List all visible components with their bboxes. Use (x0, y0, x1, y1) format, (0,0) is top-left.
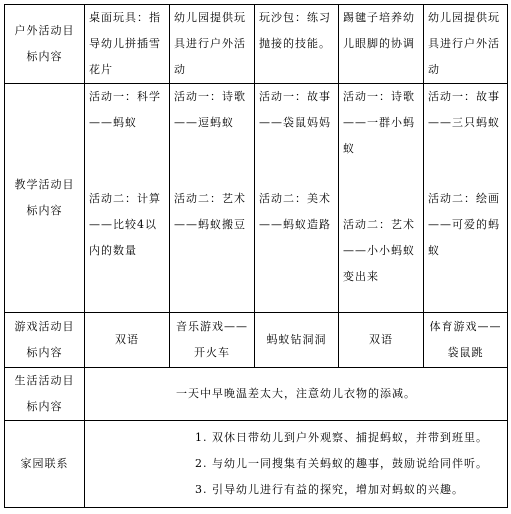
teaching-cell-2 (170, 84, 255, 313)
game-cell-1: 双语 (85, 313, 170, 368)
weekly-plan-table (4, 4, 508, 508)
outdoor-cell-1: 桌面玩具：指导幼儿拼插雪花片 (85, 5, 170, 84)
game-cell-2: 音乐游戏——开火车 (170, 313, 255, 368)
teaching-cell-1 (85, 84, 170, 313)
outdoor-row (5, 5, 508, 84)
activity-one: 活动一：诗歌——一群小蚂蚁 (343, 90, 415, 155)
family-row (5, 421, 508, 508)
teaching-row (5, 84, 508, 313)
activity-spacer (174, 136, 250, 186)
teaching-cell-4 (339, 84, 424, 313)
activity-two: 活动二：艺术——蚂蚁搬豆 (174, 192, 246, 231)
family-item: 1. 双休日带幼儿到户外观察、捕捉蚂蚁，并带到班里。 (195, 431, 488, 444)
outdoor-cell-2: 幼儿园提供玩具进行户外活动 (170, 5, 255, 84)
family-content (85, 421, 508, 508)
game-row (5, 313, 508, 368)
activity-two: 活动二：绘画——可爱的蚂蚁 (428, 192, 500, 257)
teaching-cell-3 (255, 84, 339, 313)
activity-two: 活动二：美术——蚂蚁造路 (259, 192, 331, 231)
life-row (5, 368, 508, 421)
family-item: 3. 引导幼儿进行有益的探究，增加对蚂蚁的兴趣。 (195, 483, 464, 496)
activity-spacer (428, 136, 503, 186)
activity-spacer (89, 136, 165, 186)
outdoor-cell-5: 幼儿园提供玩具进行户外活动 (424, 5, 508, 84)
family-header: 家园联系 (5, 421, 85, 508)
teaching-cell-5 (424, 84, 508, 313)
activity-two: 活动二：艺术——小小蚂蚁变出来 (343, 218, 415, 283)
game-cell-4: 双语 (339, 313, 424, 368)
activity-spacer (343, 162, 419, 212)
game-header: 游戏活动目标内容 (5, 313, 85, 368)
life-header: 生活活动目标内容 (5, 368, 85, 421)
activity-one: 活动一：科学——蚂蚁 (89, 90, 161, 129)
activity-one: 活动一：诗歌——逗蚂蚁 (174, 90, 246, 129)
life-content: 一天中早晚温差太大，注意幼儿衣物的添减。 (85, 368, 508, 421)
family-item: 2. 与幼儿一同搜集有关蚂蚁的趣事，鼓励说给同伴听。 (195, 457, 488, 470)
outdoor-cell-3: 玩沙包：练习抛接的技能。 (255, 5, 339, 84)
activity-one: 活动一：故事——袋鼠妈妈 (259, 90, 331, 129)
activity-two: 活动二：计算——比较4以内的数量 (89, 192, 161, 257)
game-cell-5: 体育游戏——袋鼠跳 (424, 313, 508, 368)
activity-one: 活动一：故事——三只蚂蚁 (428, 90, 500, 129)
game-cell-3: 蚂蚁钻洞洞 (255, 313, 339, 368)
activity-spacer (259, 136, 334, 186)
outdoor-cell-4: 踢毽子培养幼儿眼脚的协调 (339, 5, 424, 84)
teaching-header: 教学活动目标内容 (5, 84, 85, 313)
outdoor-header: 户外活动目标内容 (5, 5, 85, 84)
